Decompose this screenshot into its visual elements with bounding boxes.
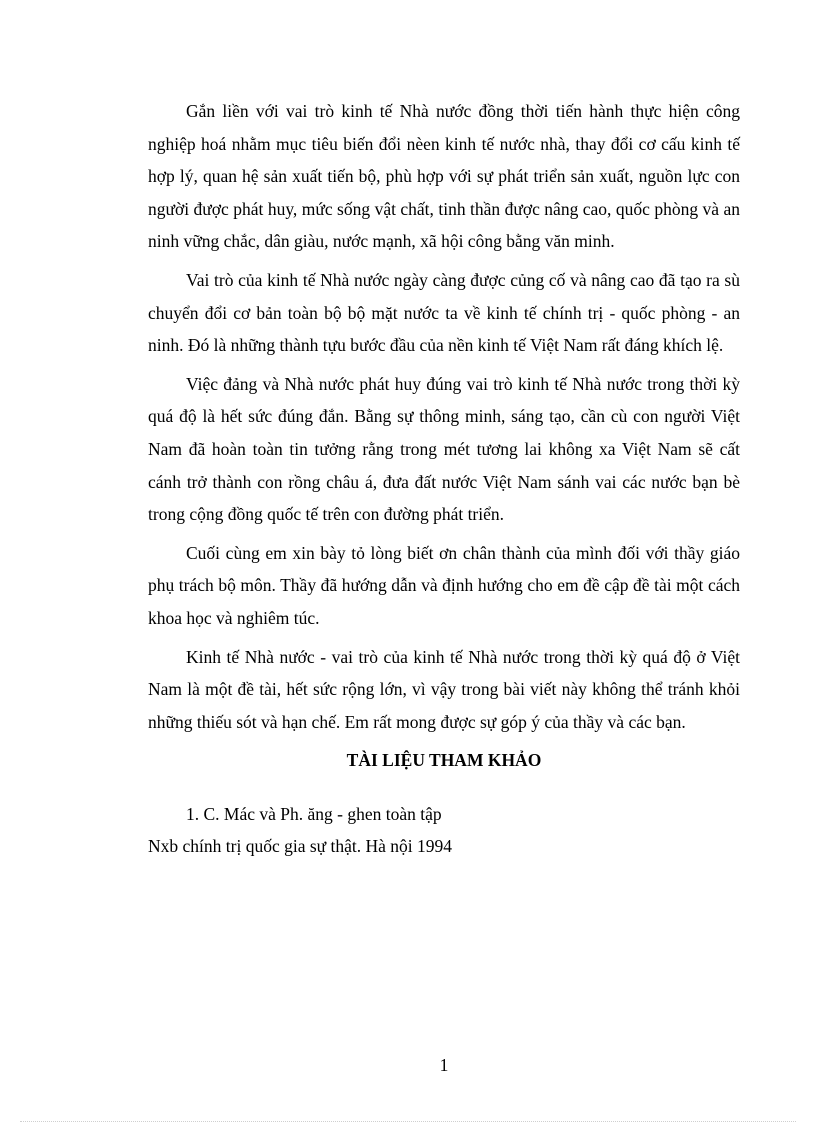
references-heading: TÀI LIỆU THAM KHẢO [346, 750, 542, 771]
paragraph-party-and-state: Việc đảng và Nhà nước phát huy đúng vai trò kinh tế Nhà nước trong thời kỳ quá độ là hết sức đúng đắn. Bằng sự thông minh, sáng tạo, cần cù con người Việt Nam đã hoàn toàn tin tưởng rằng trong mét tương lai không xa Việt Nam sẽ cất cánh trở thành con rồng châu á, đưa đất nước Việt Nam sánh vai các nước bạn bè trong cộng đồng quốc tế trên con đường phát triển. [148, 373, 740, 525]
paragraph-state-economy-role: Vai trò của kinh tế Nhà nước ngày càng được củng cố và nâng cao đã tạo ra sù chuyển đổi cơ bản toàn bộ bộ mặt nước ta về kinh tế chính trị - quốc phòng - an ninh. Đó là những thành tựu bước đầu của nền kinh tế Việt Nam rất đáng khích lệ. [148, 269, 740, 356]
document-body [148, 95, 740, 862]
reference-publisher: Nxb chính trị quốc gia sự thật. Hà nội 1994 [148, 836, 453, 857]
reference-title: 1. C. Mác và Ph. ăng - ghen toàn tập [186, 804, 442, 825]
paragraph-acknowledgement: Cuối cùng em xin bày tỏ lòng biết ơn chân thành của mình đối với thầy giáo phụ trách bộ môn. Thầy đã hướng dẫn và định hướng cho em đề cập đề tài một cách khoa học và nghiêm túc. [148, 542, 740, 628]
page-number: 1 [439, 1055, 449, 1075]
paragraph-industrialization: Gắn liền với vai trò kinh tế Nhà nước đồng thời tiến hành thực hiện công nghiệp hoá nhằm mục tiêu biến đổi nèen kinh tế nước nhà, thay đổi cơ cấu kinh tế hợp lý, quan hệ sản xuất tiến bộ, phù hợp với sự phát triển sản xuất, nguồn lực con người được phát huy, mức sống vật chất, tinh thần được nâng cao, quốc phòng và an ninh vững chắc, dân giàu, nước mạnh, xã hội công bằng văn minh. [148, 101, 740, 252]
references-list [148, 798, 740, 862]
page-bottom-divider [20, 1121, 796, 1122]
paragraph-closing: Kinh tế Nhà nước - vai trò của kinh tế Nhà nước trong thời kỳ quá độ ở Việt Nam là một đề tài, hết sức rộng lớn, vì vậy trong bài viết này không thể tránh khỏi những thiếu sót và hạn chế. Em rất mong được sự góp ý của thầy và các bạn. [148, 646, 740, 732]
